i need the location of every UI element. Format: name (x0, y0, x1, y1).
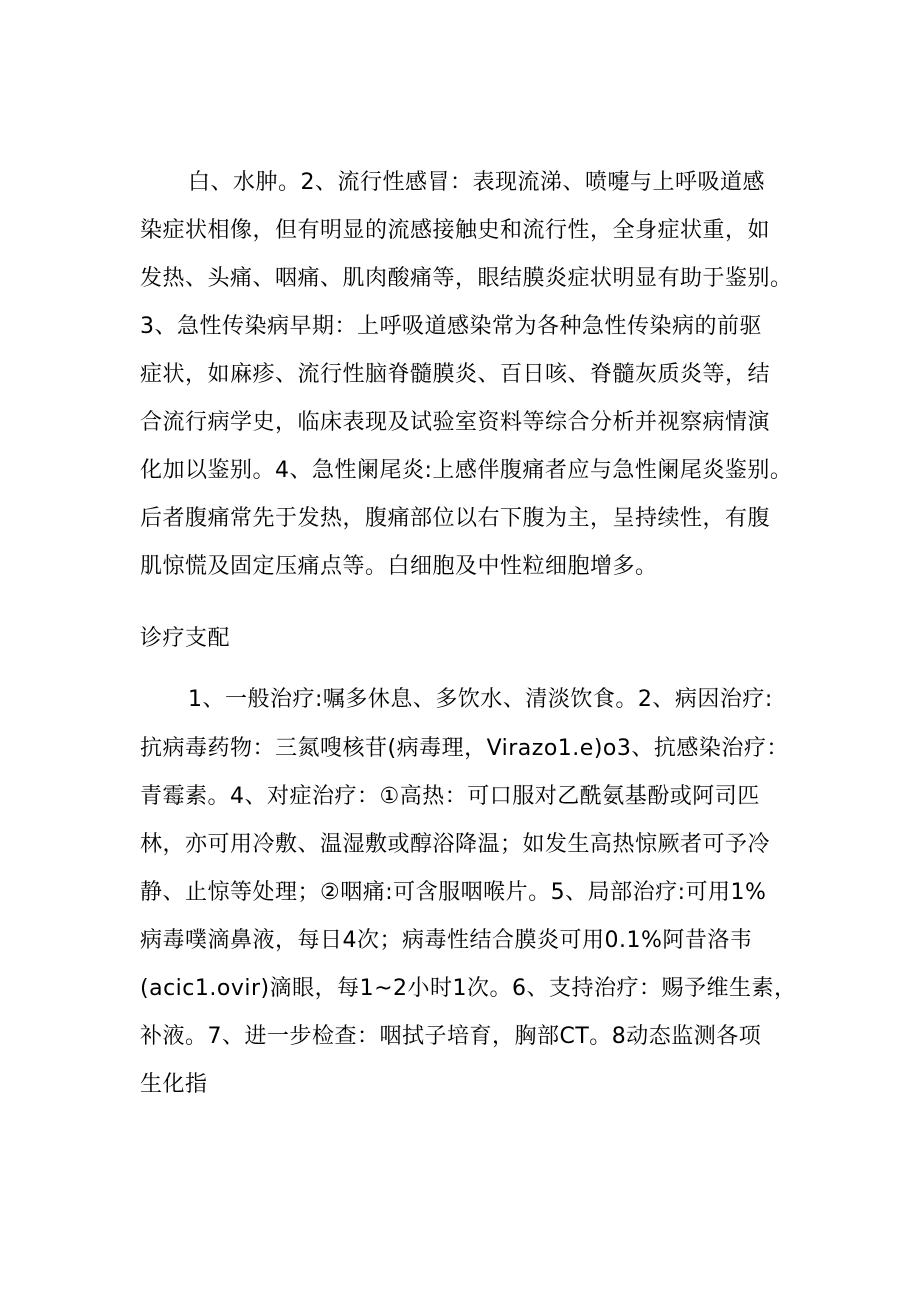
text-line: 静、止惊等处理；②咽痛:可含服咽喉片。5、局部治疗:可用1% (140, 880, 767, 905)
text-line: 抗病毒药物：三氮嗖核苷(病毒理，Virazo1.e)o3、抗感染治疗： (140, 736, 789, 761)
text-line: 肌惊慌及固定压痛点等。白细胞及中性粒细胞增多。 (140, 554, 658, 579)
text-line: (acic1.ovir)滴眼，每1~2小时1次。6、支持治疗：赐予维生素， (140, 976, 797, 1001)
text-line: 化加以鉴别。4、急性阑尾炎:上感伴腹痛者应与急性阑尾炎鉴别。 (140, 458, 793, 483)
text-line: 生化指 (140, 1072, 208, 1097)
text-line: 染症状相像，但有明显的流感接触史和流行性，全身症状重，如 (140, 218, 771, 243)
section-heading: 诊疗支配 (140, 626, 231, 651)
text-line: 后者腹痛常先于发热，腹痛部位以右下腹为主，呈持续性，有腹 (140, 506, 771, 531)
text-line: 林，亦可用冷敷、温湿敷或醇浴降温；如发生高热惊厥者可予冷 (140, 832, 771, 857)
text-line: 发热、头痛、咽痛、肌肉酸痛等，眼结膜炎症状明显有助于鉴别。 (140, 266, 793, 291)
text-line: 青霉素。4、对症治疗：①高热：可口服对乙酰氨基酚或阿司匹 (140, 784, 760, 809)
text-line: 3、急性传染病早期：上呼吸道感染常为各种急性传染病的前驱 (140, 314, 762, 339)
text-line: 补液。7、进一步检查：咽拭子培育，胸部CT。8动态监测各项 (140, 1024, 762, 1049)
text-line: 白、水肿。2、流行性感冒：表现流涕、喷嚏与上呼吸道感 (188, 170, 765, 195)
text-line: 合流行病学史，临床表现及试验室资料等综合分析并视察病情演 (140, 410, 771, 435)
text-line: 病毒噗滴鼻液，每日4次；病毒性结合膜炎可用0.1%阿昔洛韦 (140, 928, 753, 953)
text-line: 症状，如麻疹、流行性脑脊髓膜炎、百日咳、脊髓灰质炎等，结 (140, 362, 771, 387)
text-line: 1、一般治疗:嘱多休息、多饮水、清淡饮食。2、病因治疗: (188, 687, 773, 712)
